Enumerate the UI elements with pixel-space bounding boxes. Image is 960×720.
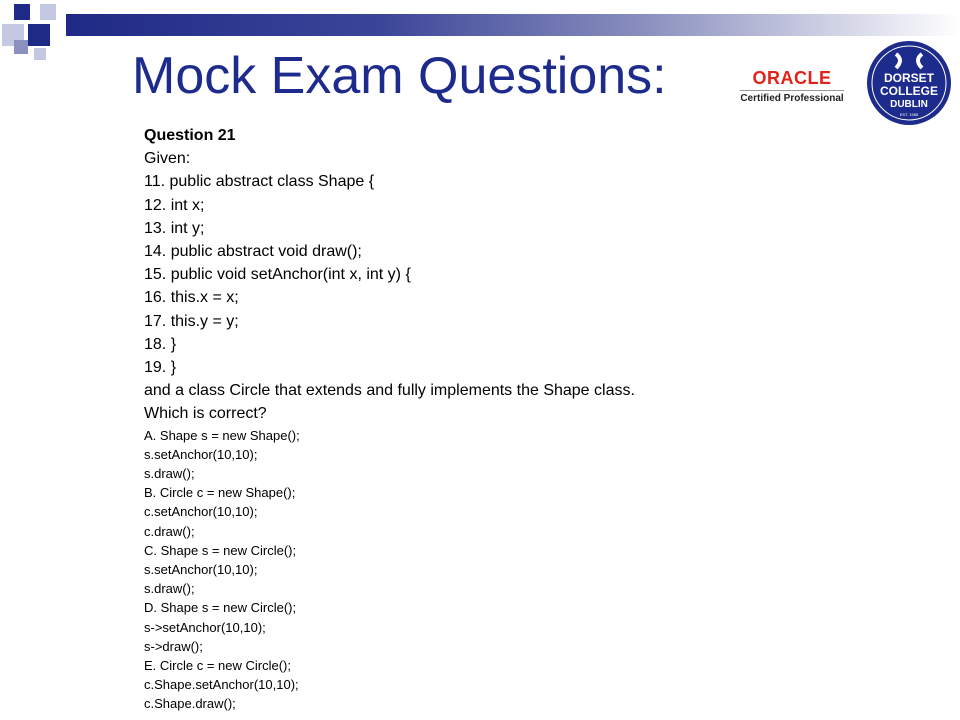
decor-square <box>14 4 30 20</box>
option-line: s->setAnchor(10,10); <box>144 619 266 635</box>
decor-square <box>34 48 46 60</box>
code-line: 11. public abstract class Shape { <box>144 173 375 191</box>
option-line: s.setAnchor(10,10); <box>144 446 258 462</box>
dorset-line2: COLLEGE <box>879 84 939 98</box>
decor-square <box>28 24 50 46</box>
dorset-line3: DUBLIN <box>890 99 928 110</box>
dorset-line1: DORSET <box>883 71 935 85</box>
code-line: 12. int x; <box>144 196 205 214</box>
question-description: and a class Circle that extends and fully implements the Shape class. <box>144 382 635 400</box>
option-line: s.draw(); <box>144 466 195 482</box>
code-line: 17. this.y = y; <box>144 312 239 330</box>
code-line: 13. int y; <box>144 219 205 237</box>
oracle-certified-logo <box>738 68 846 112</box>
option-line: B. Circle c = new Shape(); <box>144 485 296 501</box>
header-gradient-bar <box>66 14 960 36</box>
dorset-established: EST. 1985 <box>899 112 919 117</box>
logo-divider <box>740 90 844 91</box>
option-line: C. Shape s = new Circle(); <box>144 542 297 558</box>
option-line: E. Circle c = new Circle(); <box>144 658 291 674</box>
code-line: 16. this.x = x; <box>144 289 239 307</box>
option-line: A. Shape s = new Shape(); <box>144 427 300 443</box>
option-line: c.draw(); <box>144 523 195 539</box>
option-line: c.Shape.draw(); <box>144 696 236 712</box>
code-line: 18. } <box>144 335 177 353</box>
option-line: s.draw(); <box>144 581 195 597</box>
code-line: 14. public abstract void draw(); <box>144 243 362 261</box>
code-line: 19. } <box>144 359 177 377</box>
answer-options <box>144 426 944 714</box>
option-line: c.Shape.setAnchor(10,10); <box>144 677 299 693</box>
option-line: c.setAnchor(10,10); <box>144 504 258 520</box>
option-line: s.setAnchor(10,10); <box>144 562 258 578</box>
decor-square <box>14 40 28 54</box>
decor-square <box>40 4 56 20</box>
oracle-wordmark: ORACLE <box>752 68 832 88</box>
question-number: Question 21 <box>144 127 236 144</box>
question-content <box>144 124 944 714</box>
dorset-college-seal <box>866 40 952 126</box>
question-given: Given: <box>144 150 191 168</box>
slide-title: Mock Exam Questions: <box>132 47 667 105</box>
code-listing <box>144 170 944 379</box>
option-line: D. Shape s = new Circle(); <box>144 600 297 616</box>
code-line: 15. public void setAnchor(int x, int y) { <box>144 266 411 284</box>
question-prompt: Which is correct? <box>144 405 267 423</box>
option-line: s->draw(); <box>144 638 203 654</box>
oracle-subtitle: Certified Professional <box>740 93 844 104</box>
